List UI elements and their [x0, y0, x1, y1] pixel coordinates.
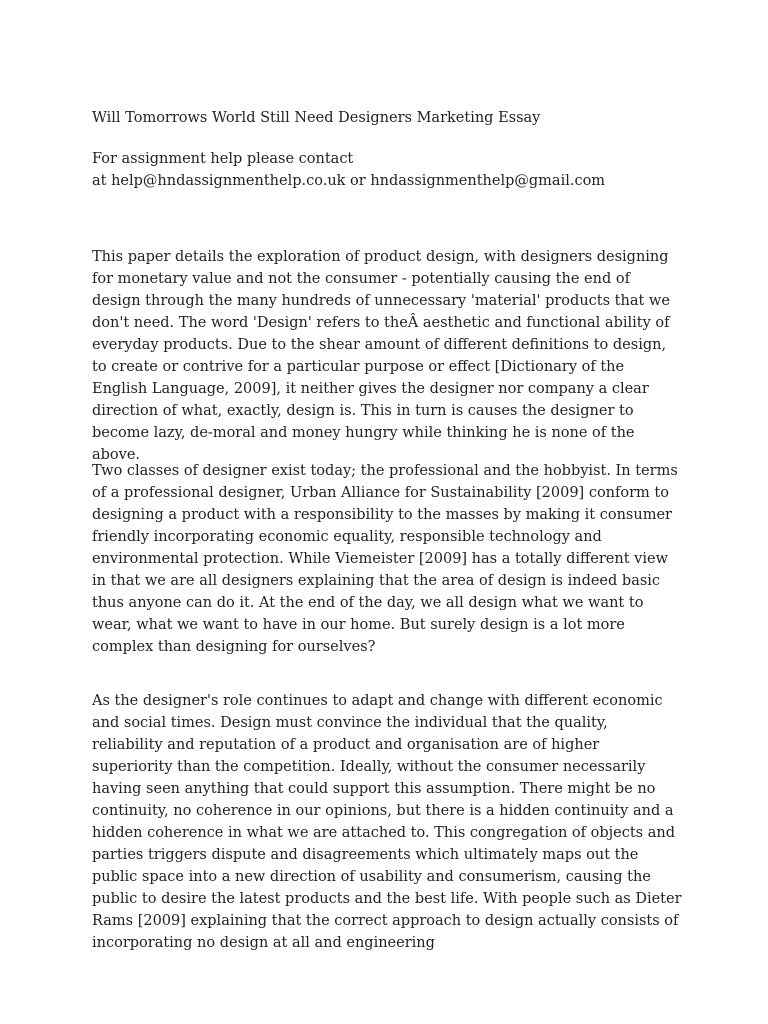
paragraph-2: Two classes of designer exist today; the professional and the hobbyist. In terms of a professional designer, Urban Alliance for Sustainability [2009] conform to designing a product with a responsibility to the masses by making it consumer friendly incorporating economic equality, responsible technology and environmental protection. While Viemeister [2009] has a totally different view in that we are all designers explaining that the area of design is indeed basic thus anyone can do it. At the end of the day, we all design what we want to wear, what we want to have in our home. But surely design is a lot more complex than designing for ourselves? — [92, 463, 678, 655]
document-page — [92, 0, 682, 1024]
document-title: Will Tomorrows World Still Need Designers Marketing Essay — [92, 110, 541, 126]
contact-line-1: For assignment help please contact — [92, 151, 354, 167]
contact-block — [92, 148, 605, 192]
paragraph-3: As the designer's role continues to adapt and change with different economic and social times. Design must convince the individual that the quality, reliability and reputation of a product and organisation are of higher superiority than the competition. Ideally, without the consumer necessarily having seen anything that could support this assumption. There might be no continuity, no coherence in our opinions, but there is a hidden continuity and a hidden coherence in what we are attached to. This congregation of objects and parties triggers dispute and disagreements which ultimately maps out the public space into a new direction of usability and consumerism, causing the public to desire the latest products and the best life. With people such as Dieter Rams [2009] explaining that the correct approach to design actually consists of incorporating no design at all and engineering — [92, 693, 682, 951]
paragraph-1: This paper details the exploration of product design, with designers designing for monetary value and not the consumer - potentially causing the end of design through the many hundreds of unnecessary 'material' products that we don't need. The word 'Design' refers to theÂ aesthetic and functional ability of everyday products. Due to the shear amount of different definitions to design, to create or contrive for a particular purpose or effect [Dictionary of the English Language, 2009], it neither gives the designer nor company a clear direction of what, exactly, design is. This in turn is causes the designer to become lazy, de-moral and money hungry while thinking he is none of the above. — [92, 249, 670, 463]
contact-line-2: at help@hndassignmenthelp.co.uk or hndassignmenthelp@gmail.com — [92, 173, 606, 189]
